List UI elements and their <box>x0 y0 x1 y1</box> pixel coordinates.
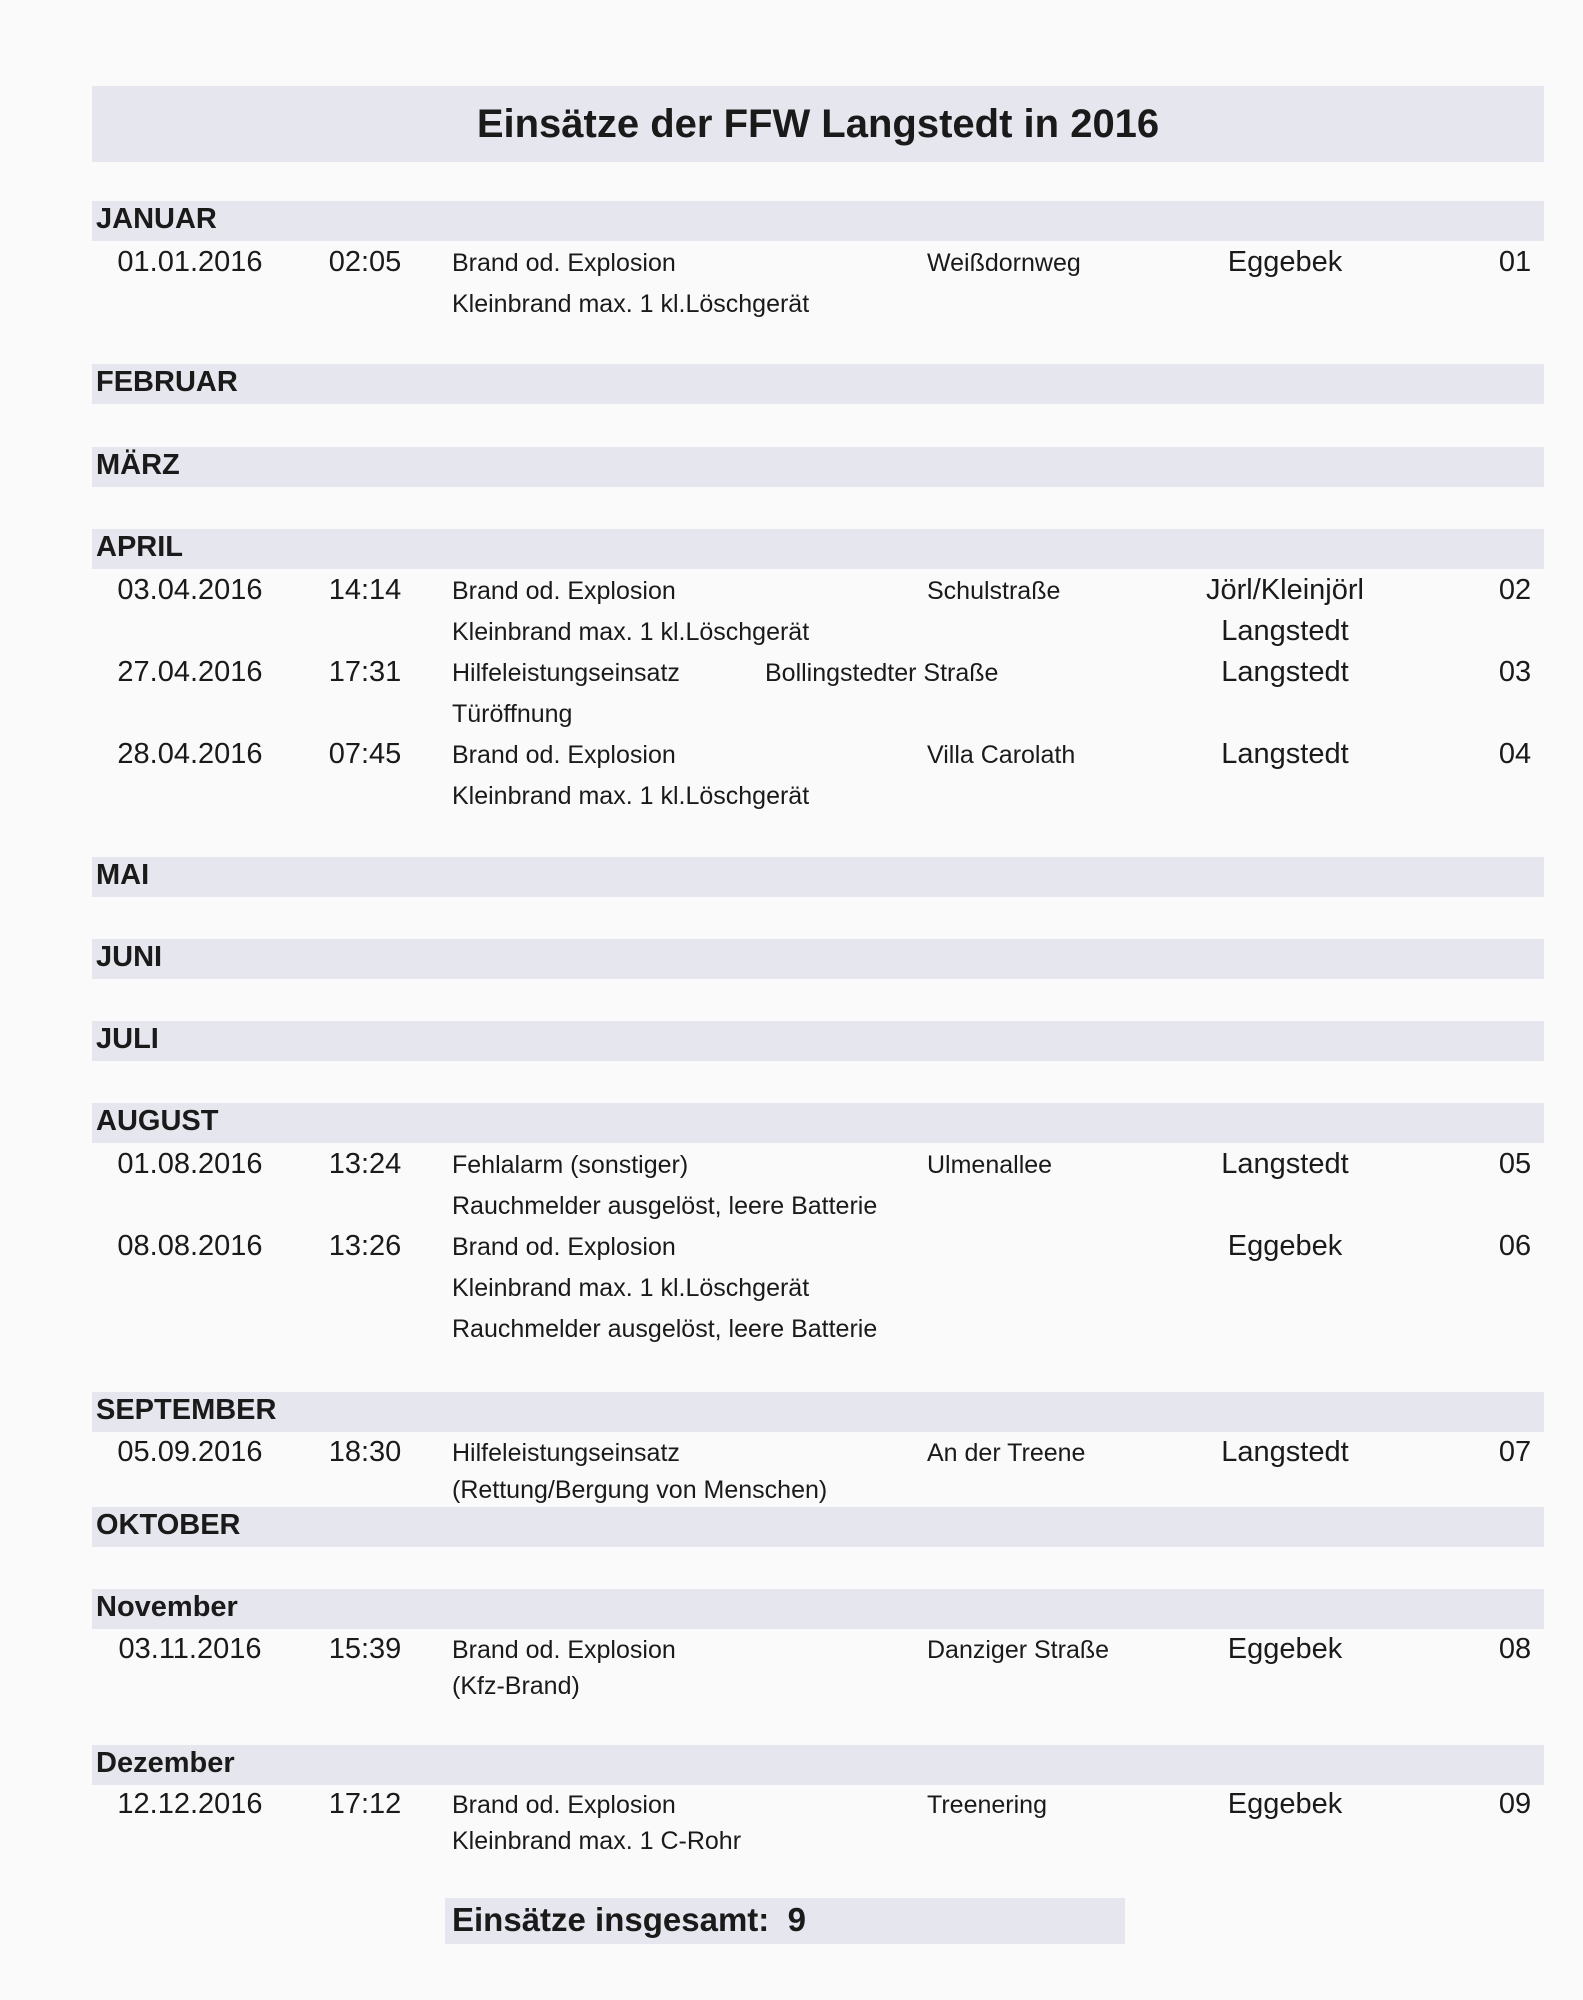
entry-time: 17:12 <box>328 1788 402 1820</box>
month-band-mai <box>92 857 1544 897</box>
entry-time: 18:30 <box>328 1436 402 1468</box>
entry-date: 03.04.2016 <box>117 574 263 606</box>
entry-number: 01 <box>1498 246 1532 278</box>
month-heading-juli: JULI <box>96 1023 159 1055</box>
entry-detail: Kleinbrand max. 1 kl.Löschgerät <box>452 1274 810 1302</box>
entry-detail: (Kfz-Brand) <box>452 1672 580 1700</box>
entry-type: Brand od. Explosion <box>452 577 676 605</box>
entry-detail: Kleinbrand max. 1 kl.Löschgerät <box>452 782 810 810</box>
entry-time: 02:05 <box>328 246 402 278</box>
entry-date: 28.04.2016 <box>117 738 263 770</box>
entry-street: Schulstraße <box>927 577 1061 605</box>
month-heading-april: APRIL <box>96 531 183 563</box>
entry-type: Brand od. Explosion <box>452 1791 676 1819</box>
month-band-oktober <box>92 1507 1544 1547</box>
entry-place: Jörl/Kleinjörl <box>1206 574 1364 606</box>
entry-detail: Rauchmelder ausgelöst, leere Batterie <box>452 1192 878 1220</box>
entry-detail: Rauchmelder ausgelöst, leere Batterie <box>452 1315 878 1343</box>
entry-type: Hilfeleistungseinsatz <box>452 1439 680 1467</box>
entry-number: 08 <box>1498 1633 1532 1665</box>
entry-street: An der Treene <box>927 1439 1086 1467</box>
entry-street: Danziger Straße <box>927 1636 1110 1664</box>
entry-place: Eggebek <box>1227 246 1343 278</box>
entry-place: Langstedt <box>1221 1148 1349 1180</box>
entry-type: Brand od. Explosion <box>452 741 676 769</box>
entry-number: 06 <box>1498 1230 1532 1262</box>
entry-place: Eggebek <box>1227 1788 1343 1820</box>
entry-time: 14:14 <box>328 574 402 606</box>
entry-time: 15:39 <box>328 1633 402 1665</box>
entry-place: Eggebek <box>1227 1633 1343 1665</box>
entry-street: Treenering <box>927 1791 1047 1819</box>
month-heading-oktober: OKTOBER <box>96 1509 241 1541</box>
entry-number: 09 <box>1498 1788 1532 1820</box>
total-value: 9 <box>787 1901 806 1938</box>
entry-place: Langstedt <box>1221 615 1349 647</box>
month-band-juli <box>92 1021 1544 1061</box>
month-band-juni <box>92 939 1544 979</box>
month-band-april <box>92 529 1544 569</box>
entry-detail: Türöffnung <box>452 700 573 728</box>
month-band-august <box>92 1103 1544 1143</box>
entry-date: 12.12.2016 <box>117 1788 263 1820</box>
entry-type: Fehlalarm (sonstiger) <box>452 1151 689 1179</box>
total-label: Einsätze insgesamt: <box>452 1901 770 1938</box>
entry-detail: (Rettung/Bergung von Menschen) <box>452 1476 828 1504</box>
month-heading-januar: JANUAR <box>96 203 217 235</box>
entry-number: 03 <box>1498 656 1532 688</box>
month-heading-mai: MAI <box>96 859 150 891</box>
entry-date: 08.08.2016 <box>117 1230 263 1262</box>
month-band-februar <box>92 364 1544 404</box>
month-band-dezember <box>92 1745 1544 1785</box>
entry-date: 05.09.2016 <box>117 1436 263 1468</box>
entry-street: Weißdornweg <box>927 249 1081 277</box>
entry-date: 01.01.2016 <box>117 246 263 278</box>
entry-detail: Kleinbrand max. 1 C-Rohr <box>452 1827 742 1855</box>
entry-time: 13:26 <box>328 1230 402 1262</box>
entry-place: Langstedt <box>1221 738 1349 770</box>
month-heading-august: AUGUST <box>96 1105 219 1137</box>
month-heading-september: SEPTEMBER <box>96 1394 277 1426</box>
entry-number: 05 <box>1498 1148 1532 1180</box>
entry-type: Hilfeleistungseinsatz <box>452 659 680 687</box>
entry-detail: Kleinbrand max. 1 kl.Löschgerät <box>452 290 810 318</box>
entry-number: 04 <box>1498 738 1532 770</box>
entry-street: Villa Carolath <box>927 741 1076 769</box>
month-band-september <box>92 1392 1544 1432</box>
entry-date: 03.11.2016 <box>118 1633 262 1665</box>
month-heading-maerz: MÄRZ <box>96 449 180 481</box>
entry-time: 07:45 <box>328 738 402 770</box>
entry-type: Brand od. Explosion <box>452 249 676 277</box>
entry-place: Langstedt <box>1221 1436 1349 1468</box>
month-band-maerz <box>92 447 1544 487</box>
entry-place: Eggebek <box>1227 1230 1343 1262</box>
page-title: Einsätze der FFW Langstedt in 2016 <box>476 102 1160 146</box>
month-band-januar <box>92 201 1544 241</box>
entry-street: Ulmenallee <box>927 1151 1053 1179</box>
entry-number: 02 <box>1498 574 1532 606</box>
entry-type: Brand od. Explosion <box>452 1233 676 1261</box>
entry-number: 07 <box>1498 1436 1532 1468</box>
entry-date: 01.08.2016 <box>117 1148 263 1180</box>
month-heading-juni: JUNI <box>96 941 163 973</box>
entry-detail: Kleinbrand max. 1 kl.Löschgerät <box>452 618 810 646</box>
entry-street: Bollingstedter Straße <box>765 659 999 687</box>
total-line <box>452 1896 806 1944</box>
entry-time: 13:24 <box>328 1148 402 1180</box>
entry-place: Langstedt <box>1221 656 1349 688</box>
entry-type: Brand od. Explosion <box>452 1636 676 1664</box>
entry-date: 27.04.2016 <box>117 656 263 688</box>
month-heading-dezember: Dezember <box>96 1747 235 1779</box>
month-heading-februar: FEBRUAR <box>96 366 238 398</box>
month-band-november <box>92 1589 1544 1629</box>
month-heading-november: November <box>96 1591 238 1623</box>
entry-time: 17:31 <box>328 656 402 688</box>
